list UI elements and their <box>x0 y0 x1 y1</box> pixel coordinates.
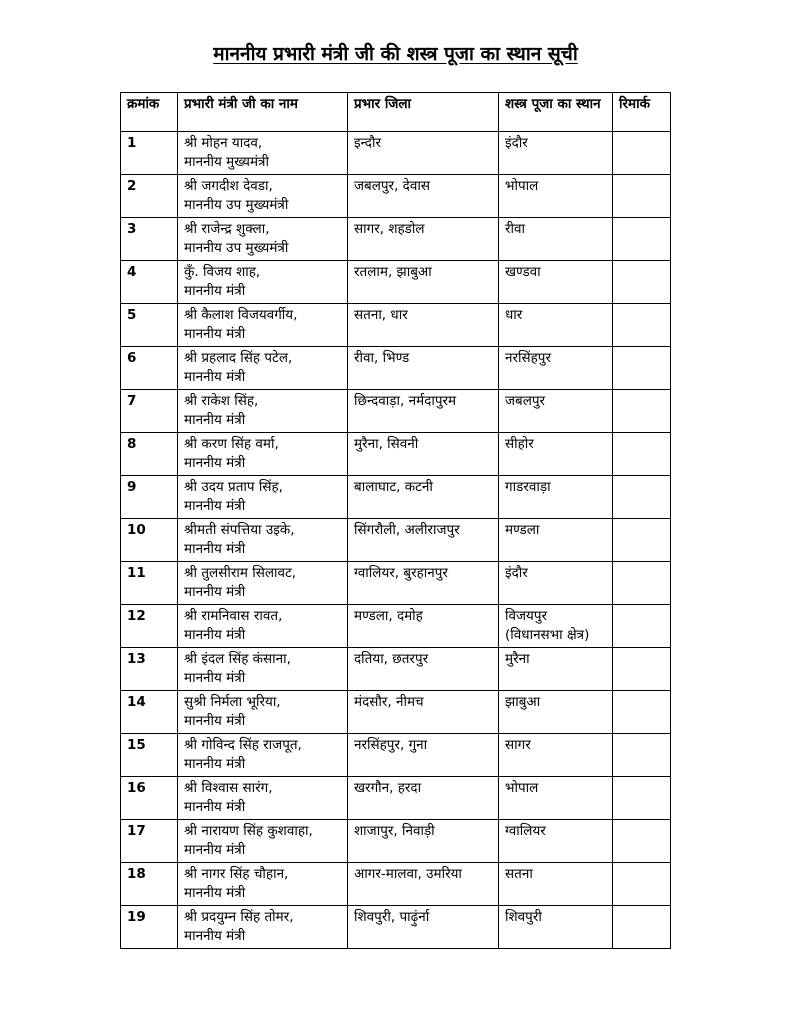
cell-serial: 6 <box>121 347 178 390</box>
cell-remark <box>613 261 671 304</box>
table-row <box>121 906 671 949</box>
worship-place: इंदौर <box>505 565 528 581</box>
minister-designation: माननीय मंत्री <box>184 412 246 428</box>
minister-name: श्री नारायण सिंह कुशवाहा, <box>184 823 313 839</box>
worship-place: इंदौर <box>505 135 528 151</box>
cell-district: छिन्दवाड़ा, नर्मदापुरम <box>348 390 499 433</box>
table-row <box>121 433 671 476</box>
cell-remark <box>613 304 671 347</box>
minister-designation: माननीय मंत्री <box>184 369 246 385</box>
minister-designation: माननीय मंत्री <box>184 842 246 858</box>
cell-minister-name <box>178 261 348 304</box>
cell-worship-place <box>499 906 613 949</box>
minister-name: श्री करण सिंह वर्मा, <box>184 436 279 452</box>
cell-serial: 19 <box>121 906 178 949</box>
cell-district: रीवा, भिण्ड <box>348 347 499 390</box>
table-row <box>121 476 671 519</box>
minister-name: सुश्री निर्मला भूरिया, <box>184 694 281 710</box>
cell-minister-name <box>178 218 348 261</box>
cell-remark <box>613 605 671 648</box>
table-row <box>121 175 671 218</box>
minister-designation: माननीय मंत्री <box>184 283 246 299</box>
worship-place-table <box>120 92 671 949</box>
worship-place: सीहोर <box>505 436 534 452</box>
table-row <box>121 519 671 562</box>
cell-district: जबलपुर, देवास <box>348 175 499 218</box>
minister-designation: माननीय मंत्री <box>184 627 246 643</box>
minister-name: श्री मोहन यादव, <box>184 135 263 151</box>
minister-name: श्री जगदीश देवडा, <box>184 178 273 194</box>
cell-minister-name <box>178 519 348 562</box>
minister-name: श्री राकेश सिंह, <box>184 393 259 409</box>
minister-designation: माननीय मंत्री <box>184 713 246 729</box>
table-row <box>121 261 671 304</box>
worship-place: विजयपुर <box>505 608 548 624</box>
cell-serial: 7 <box>121 390 178 433</box>
worship-place: गाडरवाड़ा <box>505 479 551 495</box>
worship-place: भोपाल <box>505 780 539 796</box>
cell-serial: 16 <box>121 777 178 820</box>
cell-district: सिंगरौली, अलीराजपुर <box>348 519 499 562</box>
cell-district: सतना, धार <box>348 304 499 347</box>
cell-worship-place <box>499 218 613 261</box>
cell-serial: 4 <box>121 261 178 304</box>
minister-name: श्री कैलाश विजयवर्गीय, <box>184 307 298 323</box>
table-row <box>121 347 671 390</box>
cell-worship-place <box>499 519 613 562</box>
cell-minister-name <box>178 777 348 820</box>
cell-minister-name <box>178 691 348 734</box>
cell-district: मंदसौर, नीमच <box>348 691 499 734</box>
cell-minister-name <box>178 906 348 949</box>
cell-minister-name <box>178 347 348 390</box>
cell-serial: 10 <box>121 519 178 562</box>
table-body <box>121 132 671 949</box>
minister-designation: माननीय उप मुख्यमंत्री <box>184 197 289 213</box>
cell-district: शिवपुरी, पाढ़ुंर्ना <box>348 906 499 949</box>
table-row <box>121 863 671 906</box>
minister-name: श्री रामनिवास रावत, <box>184 608 283 624</box>
header-remark: रिमार्क <box>613 93 671 132</box>
cell-worship-place <box>499 820 613 863</box>
cell-serial: 2 <box>121 175 178 218</box>
cell-serial: 9 <box>121 476 178 519</box>
worship-place: खण्डवा <box>505 264 541 280</box>
header-serial: क्रमांक <box>121 93 178 132</box>
minister-name: श्री उदय प्रताप सिंह, <box>184 479 283 495</box>
cell-worship-place <box>499 390 613 433</box>
cell-minister-name <box>178 605 348 648</box>
cell-remark <box>613 863 671 906</box>
cell-district: नरसिंहपुर, गुना <box>348 734 499 777</box>
cell-worship-place <box>499 261 613 304</box>
worship-place: भोपाल <box>505 178 539 194</box>
header-district: प्रभार जिला <box>348 93 499 132</box>
minister-name: श्री विश्वास सारंग, <box>184 780 273 796</box>
cell-worship-place <box>499 605 613 648</box>
cell-serial: 11 <box>121 562 178 605</box>
cell-remark <box>613 691 671 734</box>
cell-district: शाजापुर, निवाड़ी <box>348 820 499 863</box>
minister-name: श्री नागर सिंह चौहान, <box>184 866 289 882</box>
cell-district: मण्डला, दमोह <box>348 605 499 648</box>
cell-minister-name <box>178 648 348 691</box>
table-row <box>121 605 671 648</box>
table-row <box>121 734 671 777</box>
table-row <box>121 648 671 691</box>
worship-place: जबलपुर <box>505 393 546 409</box>
cell-district: खरगौन, हरदा <box>348 777 499 820</box>
worship-place: सागर <box>505 737 531 753</box>
cell-remark <box>613 820 671 863</box>
cell-serial: 15 <box>121 734 178 777</box>
cell-district: ग्वालियर, बुरहानपुर <box>348 562 499 605</box>
minister-designation: माननीय मंत्री <box>184 756 246 772</box>
cell-worship-place <box>499 175 613 218</box>
cell-district: मुरैना, सिवनी <box>348 433 499 476</box>
worship-place: धार <box>505 307 523 323</box>
cell-minister-name <box>178 433 348 476</box>
table-row <box>121 132 671 175</box>
cell-minister-name <box>178 304 348 347</box>
table-row <box>121 390 671 433</box>
minister-designation: माननीय मंत्री <box>184 326 246 342</box>
table-row <box>121 218 671 261</box>
cell-worship-place <box>499 777 613 820</box>
minister-designation: माननीय मंत्री <box>184 885 246 901</box>
cell-minister-name <box>178 390 348 433</box>
cell-worship-place <box>499 132 613 175</box>
worship-place: नरसिंहपुर <box>505 350 551 366</box>
cell-worship-place <box>499 347 613 390</box>
minister-name: श्रीमती संपत्तिया उइके, <box>184 522 295 538</box>
cell-remark <box>613 476 671 519</box>
minister-designation: माननीय उप मुख्यमंत्री <box>184 240 289 256</box>
minister-name: श्री गोविन्द सिंह राजपूत, <box>184 737 302 753</box>
worship-place: शिवपुरी <box>505 909 542 925</box>
cell-district: दतिया, छतरपुर <box>348 648 499 691</box>
cell-worship-place <box>499 476 613 519</box>
minister-name: श्री प्रदयुम्न सिंह तोमर, <box>184 909 294 925</box>
cell-district: आगर-मालवा, उमरिया <box>348 863 499 906</box>
table-row <box>121 820 671 863</box>
cell-minister-name <box>178 476 348 519</box>
cell-serial: 13 <box>121 648 178 691</box>
worship-place: सतना <box>505 866 533 882</box>
cell-worship-place <box>499 562 613 605</box>
minister-designation: माननीय मुख्यमंत्री <box>184 154 269 170</box>
cell-remark <box>613 734 671 777</box>
minister-designation: माननीय मंत्री <box>184 455 246 471</box>
cell-remark <box>613 562 671 605</box>
cell-remark <box>613 433 671 476</box>
cell-district: इन्दौर <box>348 132 499 175</box>
cell-serial: 12 <box>121 605 178 648</box>
cell-serial: 18 <box>121 863 178 906</box>
cell-remark <box>613 906 671 949</box>
worship-place: रीवा <box>505 221 526 237</box>
minister-name: श्री राजेन्द्र शुक्ला, <box>184 221 270 237</box>
minister-name: कुँ. विजय शाह, <box>184 264 261 280</box>
cell-remark <box>613 347 671 390</box>
cell-remark <box>613 175 671 218</box>
page-title: माननीय प्रभारी मंत्री जी की शस्त्र पूजा का स्थान सूची <box>213 43 578 65</box>
minister-name: श्री इंदल सिंह कंसाना, <box>184 651 291 667</box>
worship-place: मण्डला <box>505 522 540 538</box>
cell-serial: 17 <box>121 820 178 863</box>
cell-worship-place <box>499 734 613 777</box>
cell-remark <box>613 648 671 691</box>
cell-minister-name <box>178 175 348 218</box>
cell-serial: 14 <box>121 691 178 734</box>
cell-worship-place <box>499 304 613 347</box>
worship-place-note: (विधानसभा क्षेत्र) <box>505 627 590 643</box>
table-row <box>121 777 671 820</box>
cell-minister-name <box>178 132 348 175</box>
cell-minister-name <box>178 863 348 906</box>
cell-district: बालाघाट, कटनी <box>348 476 499 519</box>
cell-remark <box>613 519 671 562</box>
worship-place: झाबुआ <box>505 694 541 710</box>
cell-serial: 5 <box>121 304 178 347</box>
worship-place: मुरैना <box>505 651 530 667</box>
table-row <box>121 691 671 734</box>
cell-worship-place <box>499 691 613 734</box>
worship-place: ग्वालियर <box>505 823 546 839</box>
cell-remark <box>613 777 671 820</box>
cell-remark <box>613 390 671 433</box>
table-row <box>121 562 671 605</box>
table-row <box>121 304 671 347</box>
cell-serial: 3 <box>121 218 178 261</box>
header-worship-place: शस्त्र पूजा का स्थान <box>499 93 613 132</box>
cell-district: सागर, शहडोल <box>348 218 499 261</box>
cell-serial: 8 <box>121 433 178 476</box>
minister-designation: माननीय मंत्री <box>184 928 246 944</box>
cell-district: रतलाम, झाबुआ <box>348 261 499 304</box>
minister-name: श्री प्रहलाद सिंह पटेल, <box>184 350 293 366</box>
cell-worship-place <box>499 433 613 476</box>
minister-designation: माननीय मंत्री <box>184 799 246 815</box>
minister-designation: माननीय मंत्री <box>184 670 246 686</box>
cell-serial: 1 <box>121 132 178 175</box>
cell-minister-name <box>178 562 348 605</box>
cell-remark <box>613 132 671 175</box>
minister-designation: माननीय मंत्री <box>184 498 246 514</box>
table-header-row <box>121 93 671 132</box>
minister-designation: माननीय मंत्री <box>184 541 246 557</box>
cell-worship-place <box>499 863 613 906</box>
cell-minister-name <box>178 820 348 863</box>
minister-designation: माननीय मंत्री <box>184 584 246 600</box>
cell-minister-name <box>178 734 348 777</box>
header-minister-name: प्रभारी मंत्री जी का नाम <box>178 93 348 132</box>
minister-name: श्री तुलसीराम सिलावट, <box>184 565 297 581</box>
cell-remark <box>613 218 671 261</box>
cell-worship-place <box>499 648 613 691</box>
